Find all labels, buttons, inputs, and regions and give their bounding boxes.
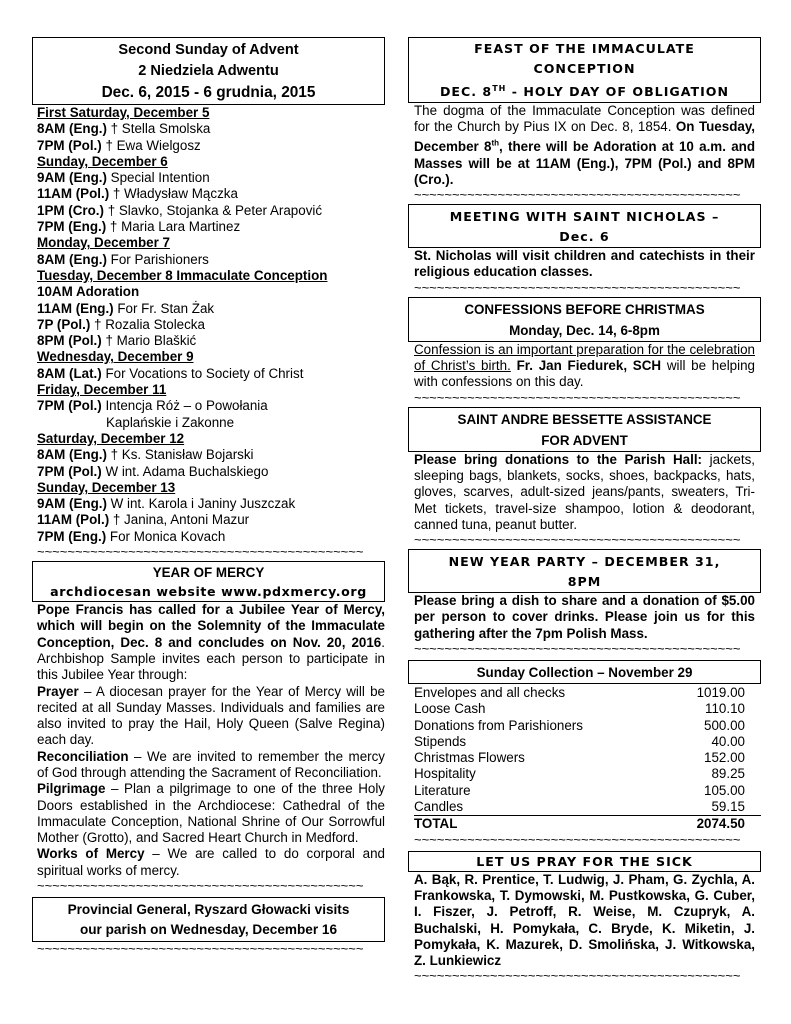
mercy-intro: Pope Francis has called for a Jubilee Year of Mercy, which will begin on the Solemnity of the Immaculate Conception, Dec. 8 and concludes on Nov. 20, 2016. Archbishop Sample invites each person to participate in this Jubilee Year through: (37, 602, 385, 683)
mass-intention: W int. Adama Buchalskiego (101, 463, 269, 479)
confessions-body: Confession is an important preparation for the celebration of Christ’s birth. Fr. Jan Fiedurek, SCH will be helping with confessions on this day. (414, 341, 755, 390)
provincial-line2: our parish on Wednesday, December 16 (79, 922, 338, 938)
mass-time: 7PM (Pol.) (37, 463, 102, 479)
mass-time: 11AM (Eng.) (37, 300, 114, 316)
separator: ~~~~~~~~~~~~~~~~~~~~~~~~~~~~~~~~~~~~~~~~~~~ (414, 969, 741, 984)
schedule-mass-entry (37, 464, 385, 480)
year-of-mercy-header (32, 561, 385, 602)
schedule-mass-entry (37, 317, 385, 333)
collection-amount: 152.00 (704, 750, 745, 766)
mass-time: 8PM (Pol.) (37, 333, 102, 349)
collection-amount: 1019.00 (696, 685, 745, 700)
collection-label: Candles (414, 799, 464, 815)
schedule-mass-entry (37, 447, 385, 463)
mercy-website: archdiocesan website www.pdxmercy.org (50, 584, 367, 600)
provincial-visit-box (32, 897, 385, 942)
collection-amount: 105.00 (704, 782, 745, 798)
collection-total-row (414, 816, 761, 832)
mercy-item-text: – Plan a pilgrimage to one of the three Holy Doors established in the Archdiocese: Cathedral of the Immaculate Conception, National Shrine of Our Sorrowful Mother (Grotto), and Sacred Heart Church in Medford. (37, 781, 385, 846)
schedule-mass-entry (37, 512, 385, 528)
schedule-day-heading: Saturday, December 12 (37, 430, 185, 446)
mass-intention: † Janina, Antoni Mazur (109, 512, 250, 528)
mass-time: 7PM (Eng.) (37, 528, 107, 544)
mercy-item (37, 684, 385, 749)
schedule-mass-entry (37, 186, 385, 202)
mass-intention: † Mario Blaškić (101, 333, 197, 349)
mass-time: 7P (Pol.) (37, 316, 91, 332)
collection-label: Envelopes and all checks (414, 685, 566, 700)
mass-time: 11AM (Pol.) (37, 186, 110, 202)
separator: ~~~~~~~~~~~~~~~~~~~~~~~~~~~~~~~~~~~~~~~~~~~ (414, 533, 741, 548)
collection-amount: 59.15 (711, 799, 745, 815)
collection-label: Christmas Flowers (414, 750, 525, 766)
feast-body: The dogma of the Immaculate Conception was defined for the Church by Pius IX on Dec. 8, 1854. On Tuesday, December 8th, there will be Adoration at 10 a.m. and Masses will be at 11AM (Eng.), 7PM (Pol.) and 8PM (Cro.). (414, 103, 755, 187)
schedule-mass-entry (37, 529, 385, 545)
separator: ~~~~~~~~~~~~~~~~~~~~~~~~~~~~~~~~~~~~~~~~~~~ (37, 545, 364, 560)
schedule-mass-entry (37, 333, 385, 349)
collection-label: Stipends (414, 733, 467, 749)
left-column (32, 37, 385, 956)
collection-total-label: TOTAL (414, 816, 458, 832)
mass-time: 9AM (Eng.) (37, 170, 107, 186)
schedule-intention-continued: Kaplańskie i Zakonne (106, 414, 235, 430)
mass-intention: † Rozalia Stolecka (90, 316, 205, 332)
mercy-item (37, 749, 385, 782)
mass-intention: † Ewa Wielgosz (101, 137, 201, 153)
schedule-day-heading: Wednesday, December 9 (37, 349, 194, 365)
mercy-item-text: – We are called to do corporal and spiritual works of mercy. (37, 846, 385, 878)
schedule-mass-entry (37, 366, 385, 382)
mass-intention: † Stella Smolska (106, 121, 211, 137)
mass-schedule-header (32, 37, 385, 105)
separator: ~~~~~~~~~~~~~~~~~~~~~~~~~~~~~~~~~~~~~~~~~~~ (414, 188, 741, 203)
provincial-line1: Provincial General, Ryszard Głowacki visits (67, 902, 350, 918)
collection-amount: 89.25 (711, 766, 745, 782)
separator: ~~~~~~~~~~~~~~~~~~~~~~~~~~~~~~~~~~~~~~~~~~~ (37, 879, 364, 894)
collection-amount: 500.00 (704, 717, 745, 733)
mass-intention: For Fr. Stan Żak (113, 300, 215, 316)
sick-names: A. Bąk, R. Prentice, T. Ludwig, J. Pham, G. Zychla, A. Frankowska, T. Dymowski, M. Pustkowska, G. Cuber, I. Fiszer, J. Petroff, R. Weise, M. Czupryk, A. Buchalski, H. Pomykała, C. Bryde, K. Miketin, J. Pomykała, K. Mazurek, D. Smolińska, J. Witkowska, Z. Lunkiewicz (414, 871, 755, 969)
schedule-day-heading: Friday, December 11 (37, 382, 167, 398)
schedule-day-heading: First Saturday, December 5 (37, 105, 210, 120)
mass-intention: Intencja Róż – o Powołania (101, 398, 268, 414)
mass-intention: † Maria Lara Martinez (106, 219, 241, 235)
schedule-mass-entry (37, 121, 385, 137)
mercy-item-term: Prayer (37, 683, 79, 699)
separator: ~~~~~~~~~~~~~~~~~~~~~~~~~~~~~~~~~~~~~~~~~~~ (414, 390, 741, 405)
mercy-item (37, 781, 385, 846)
mass-time: 8AM (Lat.) (37, 365, 102, 381)
mass-intention: For Monica Kovach (106, 528, 226, 544)
mass-intention: W int. Karola i Janiny Juszczak (106, 496, 296, 512)
schedule-day-heading: Sunday, December 6 (37, 153, 168, 169)
collection-header: Sunday Collection – November 29 (408, 660, 761, 684)
header-date: Dec. 6, 2015 - 6 grudnia, 2015 (101, 84, 316, 101)
collection-table (408, 685, 761, 833)
collection-row (414, 685, 761, 701)
new-year-party-body: Please bring a dish to share and a donation of $5.00 per person to cover drinks. Please join us for this gathering after the 7pm Polish Mass. (414, 593, 755, 641)
pray-for-sick-header: LET US PRAY FOR THE SICK (408, 851, 761, 872)
schedule-day-heading: Sunday, December 13 (37, 479, 176, 495)
mercy-item-text: – We are invited to remember the mercy of God through attending the Sacrament of Reconciliation. (37, 748, 385, 780)
collection-row (414, 718, 761, 734)
mercy-body (32, 602, 385, 879)
mass-time: 7PM (Eng.) (37, 219, 107, 235)
new-year-party-header: NEW YEAR PARTY – DECEMBER 31, 8PM (408, 549, 761, 593)
collection-row (414, 734, 761, 750)
collection-total-amount: 2074.50 (696, 816, 745, 832)
schedule-mass-entry (37, 284, 385, 300)
mass-time: 1PM (Cro.) (37, 202, 104, 218)
header-polish-title: 2 Niedziela Adwentu (138, 63, 279, 79)
mass-intention: † Slavko, Stojanka & Peter Arapović (103, 202, 323, 218)
mass-time: 9AM (Eng.) (37, 496, 107, 512)
schedule-mass-entry (37, 398, 385, 414)
separator: ~~~~~~~~~~~~~~~~~~~~~~~~~~~~~~~~~~~~~~~~~~~ (37, 942, 364, 957)
separator: ~~~~~~~~~~~~~~~~~~~~~~~~~~~~~~~~~~~~~~~~~~~ (414, 642, 741, 656)
collection-row (414, 799, 761, 816)
mass-time: 11AM (Pol.) (37, 512, 110, 528)
schedule-mass-entry (37, 203, 385, 219)
collection-row (414, 766, 761, 782)
collection-row (414, 783, 761, 799)
mercy-item-text: – A diocesan prayer for the Year of Mercy will be recited at all Sunday Masses. Individuals and families are also invited to pray the Hail, Holy Queen (Salve Regina) each day. (37, 683, 385, 748)
nicholas-header: MEETING WITH SAINT NICHOLAS – Dec. 6 (408, 204, 761, 248)
collection-label: Loose Cash (414, 701, 486, 717)
schedule-mass-entry (37, 496, 385, 512)
schedule-mass-entry (37, 138, 385, 154)
schedule-mass-entry (37, 252, 385, 268)
collection-label: Hospitality (414, 766, 476, 782)
feast-header: FEAST OF THE IMMACULATE CONCEPTION DEC. 8TH - HOLY DAY OF OBLIGATION (408, 37, 761, 103)
collection-label: Literature (414, 782, 471, 798)
mass-intention: † Władysław Mączka (109, 186, 238, 202)
mercy-item (37, 846, 385, 879)
schedule-day-heading: Monday, December 7 (37, 235, 170, 251)
mass-time: 8AM (Eng.) (37, 447, 107, 463)
mass-schedule (32, 105, 385, 545)
collection-row (414, 701, 761, 717)
mercy-title: YEAR OF MERCY (152, 565, 265, 581)
mass-intention: Special Intention (106, 170, 210, 186)
mercy-item-term: Reconciliation (37, 748, 129, 764)
mass-time: 7PM (Pol.) (37, 137, 102, 153)
mass-time: 7PM (Pol.) (37, 398, 102, 414)
right-column (408, 37, 761, 983)
andre-bessette-header: SAINT ANDRE BESSETTE ASSISTANCE FOR ADVENT (408, 407, 761, 452)
collection-amount: 40.00 (711, 733, 745, 749)
header-title: Second Sunday of Advent (118, 42, 299, 58)
mass-time: 10AM Adoration (37, 284, 140, 300)
mass-time: 8AM (Eng.) (37, 121, 107, 137)
schedule-mass-entry (37, 301, 385, 317)
mass-intention: For Parishioners (106, 251, 209, 267)
collection-row (414, 750, 761, 766)
mercy-item-term: Works of Mercy (37, 846, 145, 862)
mass-intention: † Ks. Stanisław Bojarski (106, 447, 254, 463)
schedule-mass-entry (37, 219, 385, 235)
mass-intention: For Vocations to Society of Christ (101, 365, 304, 381)
collection-amount: 110.10 (705, 701, 745, 717)
mass-time: 8AM (Eng.) (37, 251, 107, 267)
nicholas-body: St. Nicholas will visit children and catechists in their religious education classes. (414, 248, 755, 280)
collection-label: Donations from Parishioners (414, 717, 583, 733)
confessions-header: CONFESSIONS BEFORE CHRISTMAS Monday, Dec. 14, 6-8pm (408, 297, 761, 342)
schedule-day-heading: Tuesday, December 8 Immaculate Conception (37, 267, 328, 283)
andre-bessette-body: Please bring donations to the Parish Hall: jackets, sleeping bags, blankets, socks, shoes, backpacks, hats, gloves, scarves, adult-sized jeans/pants, sweaters, Tri-Met tickets, travel-size shampoo, lotion & deodorant, canned tuna, peanut butter. (414, 451, 755, 532)
schedule-mass-entry (37, 170, 385, 186)
separator: ~~~~~~~~~~~~~~~~~~~~~~~~~~~~~~~~~~~~~~~~~~~ (414, 832, 741, 847)
mercy-item-term: Pilgrimage (37, 781, 106, 797)
separator: ~~~~~~~~~~~~~~~~~~~~~~~~~~~~~~~~~~~~~~~~~~~ (414, 280, 741, 295)
